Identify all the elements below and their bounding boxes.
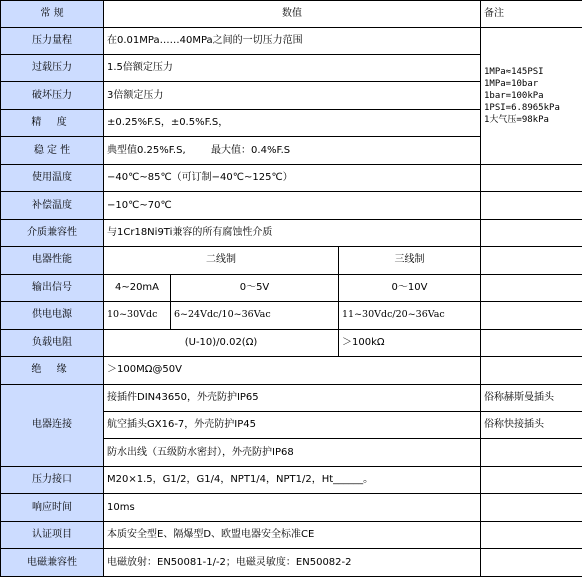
overload-value: 1.5倍额定压力 [104,54,481,81]
row-response [1,494,582,521]
empty-note [481,274,582,301]
empty-note [481,219,582,246]
output-three-wire: 0～10V [339,274,481,301]
connection-value: 航空插头GX16-7，外壳防护IP45 [104,412,481,439]
pressure-range-label: 压力量程 [1,28,104,54]
row-connection-1 [1,384,582,411]
connection-value: 接插件DIN43650，外壳防护IP65 [104,384,481,411]
empty-note [481,192,582,219]
three-wire-header: 三线制 [339,247,481,274]
header-row [1,1,582,28]
row-power [1,302,582,329]
media-value: 与1Cr18Ni9Ti兼容的所有腐蚀性介质 [104,219,481,246]
burst-value: 3倍额定压力 [104,82,481,109]
output-two-wire-current: 4~20mA [104,274,171,301]
load-three-wire: ＞100kΩ [339,329,481,356]
pressure-range-value: 在0.01MPa……40MPa之间的一切压力范围 [104,28,481,54]
header-notes-cell: 备注 [481,1,582,28]
row-media [1,219,582,246]
note-line: 1大气压=98kPa [484,115,549,126]
overload-label: 过载压力 [1,54,104,81]
emc-label: 电磁兼容性 [1,549,104,577]
burst-label: 破坏压力 [1,82,104,109]
unit-notes [481,28,582,164]
load-label: 负载电阻 [1,329,104,356]
media-label: 介质兼容性 [1,219,104,246]
note-line: 1PSI=6.8965kPa [484,103,560,114]
empty-note [481,549,582,577]
header-value-cell: 数值 [104,1,481,28]
load-two-wire: (U-10)/0.02(Ω) [104,329,339,356]
empty-note [481,329,582,356]
two-wire-header: 二线制 [104,247,339,274]
empty-note [481,302,582,329]
row-pressure-range [1,28,582,54]
certification-label: 认证项目 [1,521,104,548]
operating-temp-label: 使用温度 [1,164,104,191]
empty-note [481,494,582,521]
row-compensation-temp [1,192,582,219]
connection-note: 俗称赫斯曼插头 [481,384,582,411]
empty-note [481,521,582,548]
port-label: 压力接口 [1,466,104,493]
response-label: 响应时间 [1,494,104,521]
connection-value: 防水出线（五级防水密封），外壳防护IP68 [104,439,481,466]
certification-value: 本质安全型E、隔爆型D、欧盟电器安全标准CE [104,521,481,548]
port-value: M20×1.5，G1/2，G1/4，NPT1/4，NPT1/2，Ht______。 [104,466,481,493]
emc-value: 电磁放射：EN50081-1/-2；电磁灵敏度：EN50082-2 [104,549,481,577]
row-electrical [1,247,582,274]
connection-note [481,439,582,466]
empty-note [481,357,582,384]
power-two-wire-current: 10~30Vdc [104,302,171,329]
row-output [1,274,582,301]
power-label: 供电电源 [1,302,104,329]
compensation-temp-value: −10℃~70℃ [104,192,481,219]
operating-temp-value: −40℃~85℃（可订制−40℃~125℃） [104,164,481,191]
header-label-cell: 常 规 [1,1,104,28]
stability-label: 稳 定 性 [1,137,104,164]
compensation-temp-label: 补偿温度 [1,192,104,219]
power-three-wire: 11~30Vdc/20~36Vac [339,302,481,329]
row-insulation [1,357,582,384]
note-line: 1bar=100kPa [484,91,544,102]
connection-label: 电器连接 [1,384,104,466]
connection-note: 俗称快接插头 [481,412,582,439]
note-line: 1MPa=10bar [484,79,539,90]
row-operating-temp [1,164,582,191]
response-value: 10ms [104,494,481,521]
accuracy-value: ±0.25%F.S，±0.5%F.S， [104,109,481,136]
insulation-value: ＞100MΩ@50V [104,357,481,384]
stability-value: 典型值0.25%F.S, 最大值：0.4%F.S [104,137,481,164]
row-port [1,466,582,493]
insulation-label: 绝 缘 [1,357,104,384]
note-line: 1MPa≈145PSI [484,67,544,78]
empty-note [481,466,582,493]
output-label: 输出信号 [1,274,104,301]
row-emc [1,549,582,577]
output-two-wire-voltage: 0～5V [171,274,339,301]
electrical-label: 电器性能 [1,247,104,274]
row-certification [1,521,582,548]
empty-note [481,247,582,274]
row-load [1,329,582,356]
accuracy-label: 精 度 [1,109,104,136]
empty-note [481,164,582,191]
power-two-wire-voltage: 6~24Vdc/10~36Vac [171,302,339,329]
